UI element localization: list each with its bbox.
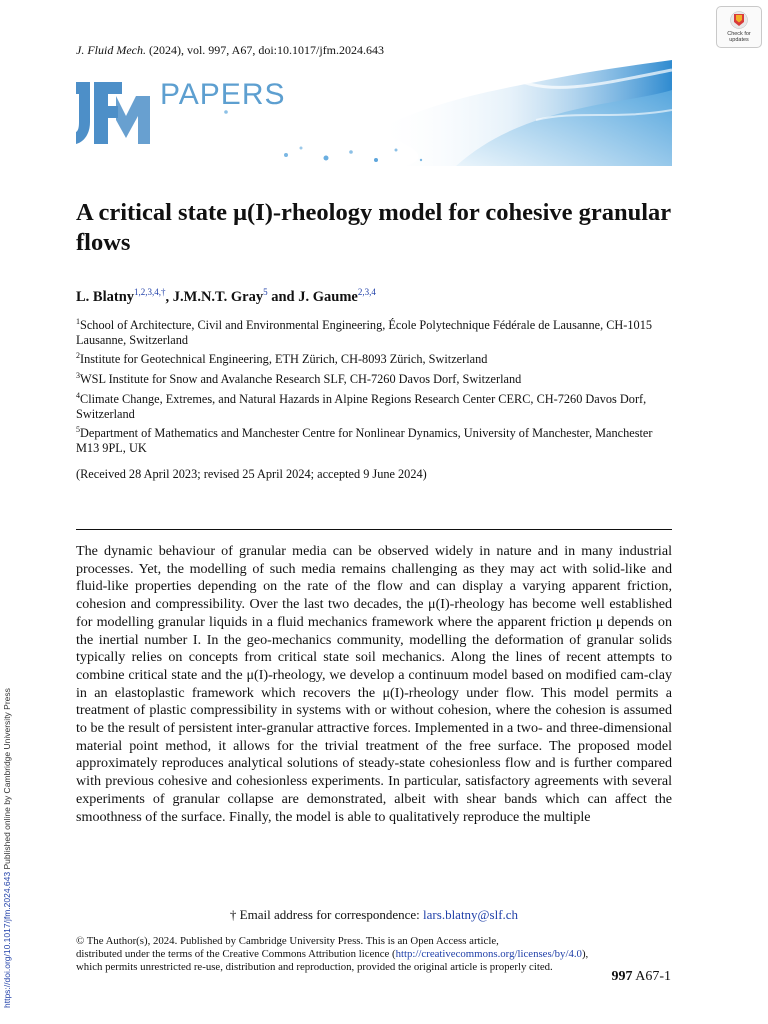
author-affiliation-link[interactable]: 1,2,3,4,† bbox=[134, 287, 166, 297]
received-dates: (Received 28 April 2023; revised 25 April 2024; accepted 9 June 2024) bbox=[76, 467, 427, 481]
affiliation: $^3$WSL Institute for Snow and Avalanche Research SLF, CH-7260 Davos Dorf, Switzerland bbox=[76, 371, 522, 387]
banner-water-splash bbox=[76, 60, 672, 166]
abstract bbox=[76, 543, 672, 826]
correspondence-email-link[interactable]: lars.blatny@slf.ch bbox=[423, 907, 519, 922]
author-affiliation-link[interactable]: 5 bbox=[263, 287, 268, 297]
abstract-text: The dynamic behaviour of granular media can be observed widely in nature and in many industrial processes. Yet, the modelling of such media remains challenging as they may act with solid-like and fluid-like properties depending on the rate of the flow and can display a varying apparent friction, cohesion and compressibility. Over the last two decades, the μ(I)-rheology has become well established for modelling granular liquids in a fluid mechanics framework where the apparent friction μ depends on the inertial number I. In the geo-mechanics community, modelling the deformation of granular solids typically relies on concepts from critical state soil mechanics. Along the lines of recent attempts to combine critical state and the μ(I)-rheology, we develop a continuum model based on modified cam-clay in an elastoplastic framework which recovers the μ(I)-rheology under flow. This model permits a treatment of plastic compressibility in systems with or without cohesion, where the cohesion is assumed to be the result of persistent inter-granular attractive forces. Implemented in a two- and three-dimensional material point method, it allows for the trivial treatment of the free surface. The proposed model approximately reproduces analytical solutions of steady-state cohesionless flow and is further compared with previous cohesive and cohesionless experiments. In particular, satisfactory agreements with several experiments of granular collapse are demonstrated, albeit with shear bands which can affect the smoothness of the surface. Finally, the model is able to qualitatively reproduce the multiple bbox=[76, 543, 672, 825]
abstract-divider bbox=[76, 529, 672, 530]
license-link[interactable]: http://creativecommons.org/licenses/by/4.0 bbox=[395, 948, 582, 960]
correspondence-footnote: † Email address for correspondence: lars.blatny@slf.ch bbox=[229, 907, 519, 922]
banner-section-label: PAPERS bbox=[160, 78, 286, 111]
doi-sidebar: https://doi.org/10.1017/jfm.2024.643 Published online by Cambridge University Press bbox=[2, 688, 12, 1008]
crossmark-label: Check for updates bbox=[727, 31, 751, 43]
author-name: J.M.N.T. Gray bbox=[172, 288, 264, 305]
author-name: L. Blatny bbox=[76, 288, 135, 305]
author-name: J. Gaume bbox=[298, 288, 358, 305]
article-title: A critical state μ(I)-rheology model for cohesive granular flows bbox=[76, 199, 671, 256]
doi-link[interactable]: https://doi.org/10.1017/jfm.2024.643 bbox=[2, 871, 12, 1008]
affiliation: $^2$Institute for Geotechnical Engineering, ETH Zürich, CH-8093 Zürich, Switzerland bbox=[76, 351, 488, 367]
crossmark-badge[interactable] bbox=[716, 6, 762, 48]
page-number: 997 A67-1 bbox=[611, 969, 671, 984]
crossmark-icon bbox=[730, 11, 748, 29]
journal-citation: J. Fluid Mech. (2024), vol. 997, A67, doi:10.1017/jfm.2024.643 bbox=[76, 43, 384, 57]
jfm-logo bbox=[76, 82, 152, 144]
license-statement: © The Author(s), 2024. Published by Cambridge University Press. This is an Open Access article, distributed under the terms of the Creative Commons Attribution licence (http://creativecommons.org/licenses/by/4.0), which permits unrestricted re-use, distribution and reproduction, provided the original article is properly cited. bbox=[76, 935, 589, 973]
affiliation: $^1$School of Architecture, Civil and Environmental Engineering, École Polytechnique Fédérale de Lausanne, CH-1015 Lausanne, Switzerland bbox=[76, 317, 652, 348]
affiliation: $^5$Department of Mathematics and Manchester Centre for Nonlinear Dynamics, University of Manchester, Manchester M13 9PL, UK bbox=[76, 425, 653, 456]
author-list: L. Blatny$^{1,2,3,4,\dagger}$, J.M.N.T. Gray$^5$ and J. Gaume$^{2,3,4}$ bbox=[76, 287, 376, 305]
affiliation: $^4$Climate Change, Extremes, and Natural Hazards in Alpine Regions Research Center CERC, CH-7260 Davos Dorf, Switzerland bbox=[76, 391, 647, 422]
author-affiliation-link[interactable]: 2,3,4 bbox=[357, 287, 376, 297]
